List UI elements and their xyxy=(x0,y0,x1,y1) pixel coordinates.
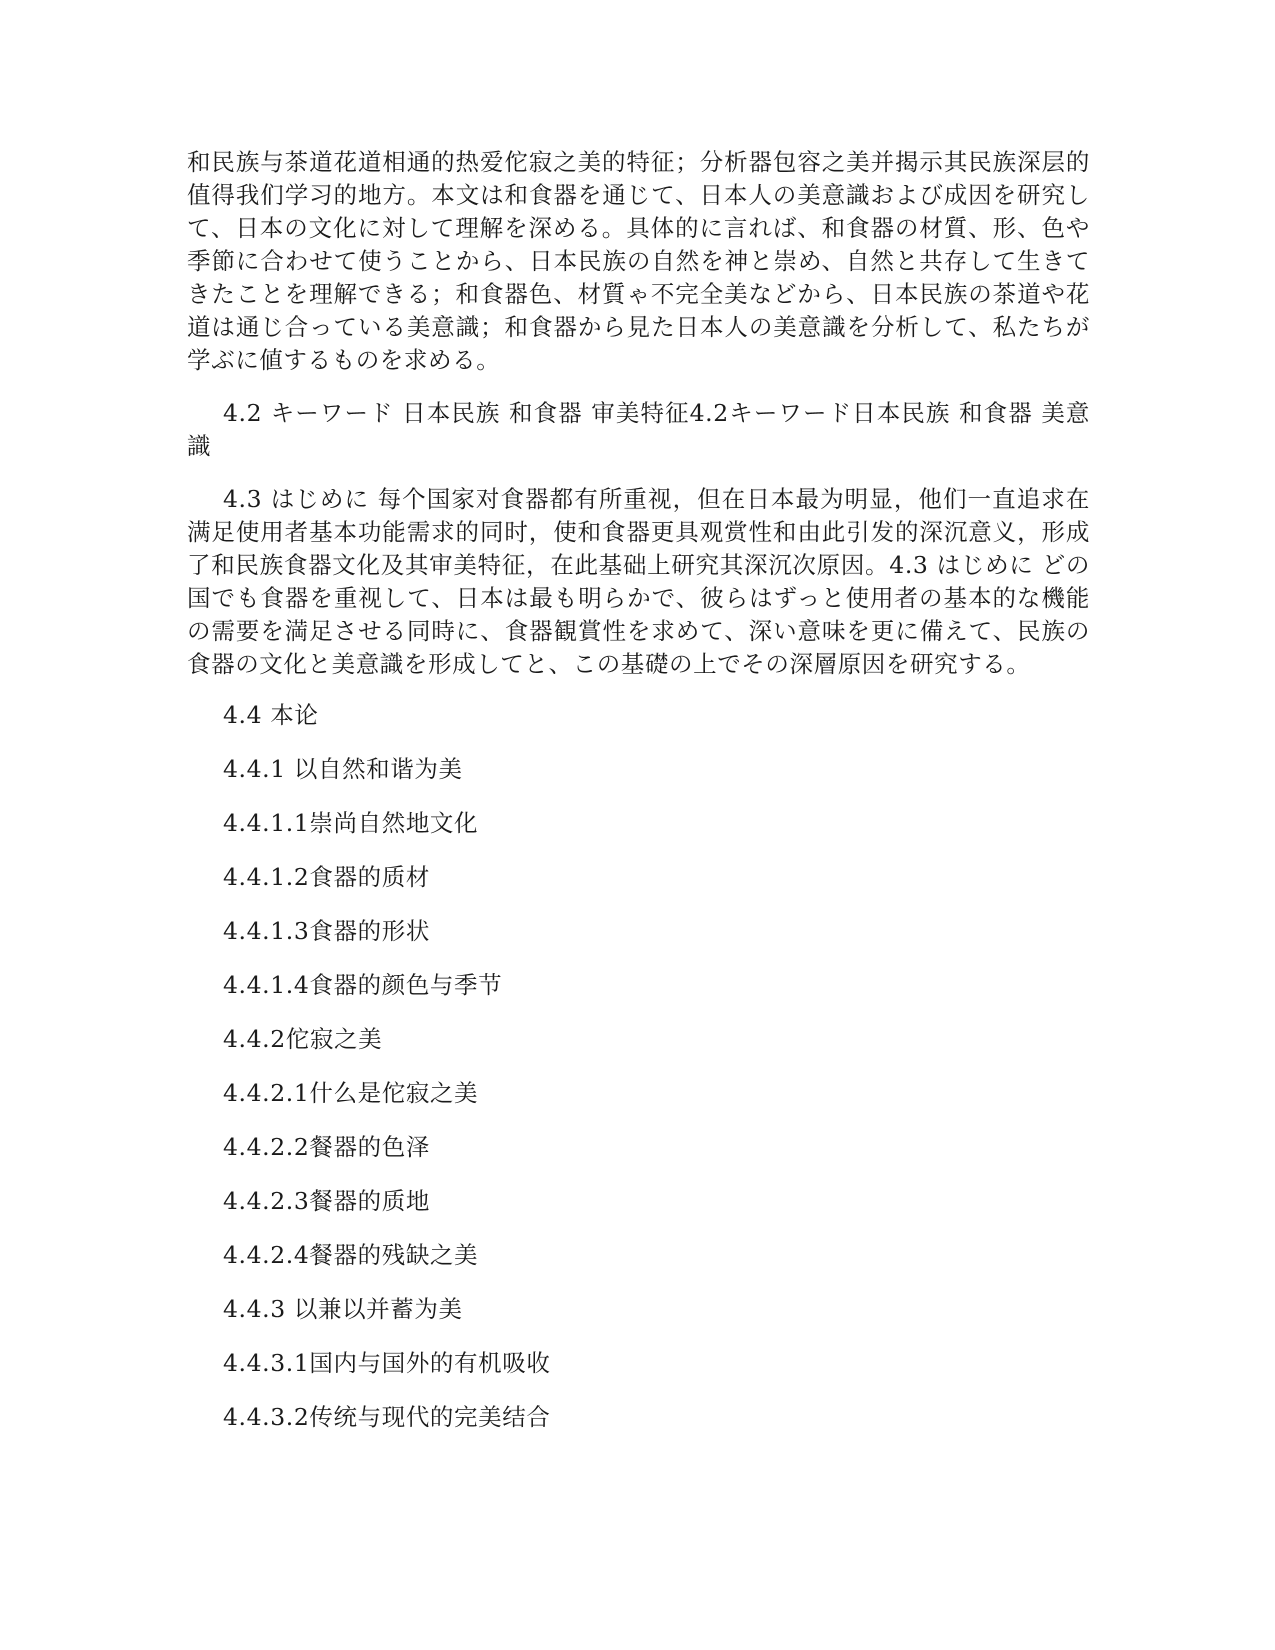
outline-heading: 4.4.1.4食器的颜色与季节 xyxy=(223,971,503,999)
introduction-paragraph: 4.3 はじめに 每个国家对食器都有所重视，但在日本最为明显，他们一直追求在满足使用者基本功能需求的同时，使和食器更具观赏性和由此引发的深沉意义，形成了和民族食器文化及其审美特征，在此基础上研究其深沉次原因。4.3 はじめに どの国でも食器を重视して、日本は最も明らかで、彼らはずっと使用者の基本的な機能の需要を満足させる同時に、食器観賞性を求めて、深い意味を更に備えて、民族の食器の文化と美意識を形成してと、この基礎の上でその深層原因を研究する。 xyxy=(187,485,1090,678)
outline-heading: 4.4.1.2食器的质材 xyxy=(223,863,430,891)
outline-heading: 4.4.3 以兼以并蓄为美 xyxy=(223,1295,463,1323)
outline-heading: 4.4.1 以自然和谐为美 xyxy=(223,755,463,783)
outline-heading: 4.4.2.4餐器的残缺之美 xyxy=(223,1241,479,1269)
outline-heading: 4.4.2.3餐器的质地 xyxy=(223,1187,430,1215)
abstract-paragraph: 和民族与茶道花道相通的热爱佗寂之美的特征；分析器包容之美并揭示其民族深层的值得我们学习的地方。本文は和食器を通じて、日本人の美意識および成因を研究して、日本の文化に対して理解を深める。具体的に言れば、和食器の材質、形、色や季節に合わせて使うことから、日本民族の自然を神と崇め、自然と共存して生きてきたことを理解できる；和食器色、材質ゃ不完全美などから、日本民族の茶道や花道は通じ合っている美意識；和食器から見た日本人の美意識を分析して、私たちが学ぶに値するものを求める。 xyxy=(187,148,1090,374)
outline-heading: 4.4.2.2餐器的色泽 xyxy=(223,1133,430,1161)
section-outline xyxy=(187,699,1090,1434)
outline-heading: 4.4.1.1崇尚自然地文化 xyxy=(223,809,479,837)
outline-heading: 4.4.3.1国内与国外的有机吸收 xyxy=(223,1349,551,1377)
keywords-paragraph: 4.2 キーワード 日本民族 和食器 审美特征4.2キーワード日本民族 和食器 美意識 xyxy=(187,399,1090,460)
outline-heading: 4.4.2佗寂之美 xyxy=(223,1025,383,1053)
outline-heading: 4.4.1.3食器的形状 xyxy=(223,917,430,945)
outline-heading: 4.4.2.1什么是佗寂之美 xyxy=(223,1079,479,1107)
document-page xyxy=(187,146,1090,1455)
outline-heading: 4.4 本论 xyxy=(223,701,319,729)
outline-heading: 4.4.3.2传统与现代的完美结合 xyxy=(223,1403,551,1431)
